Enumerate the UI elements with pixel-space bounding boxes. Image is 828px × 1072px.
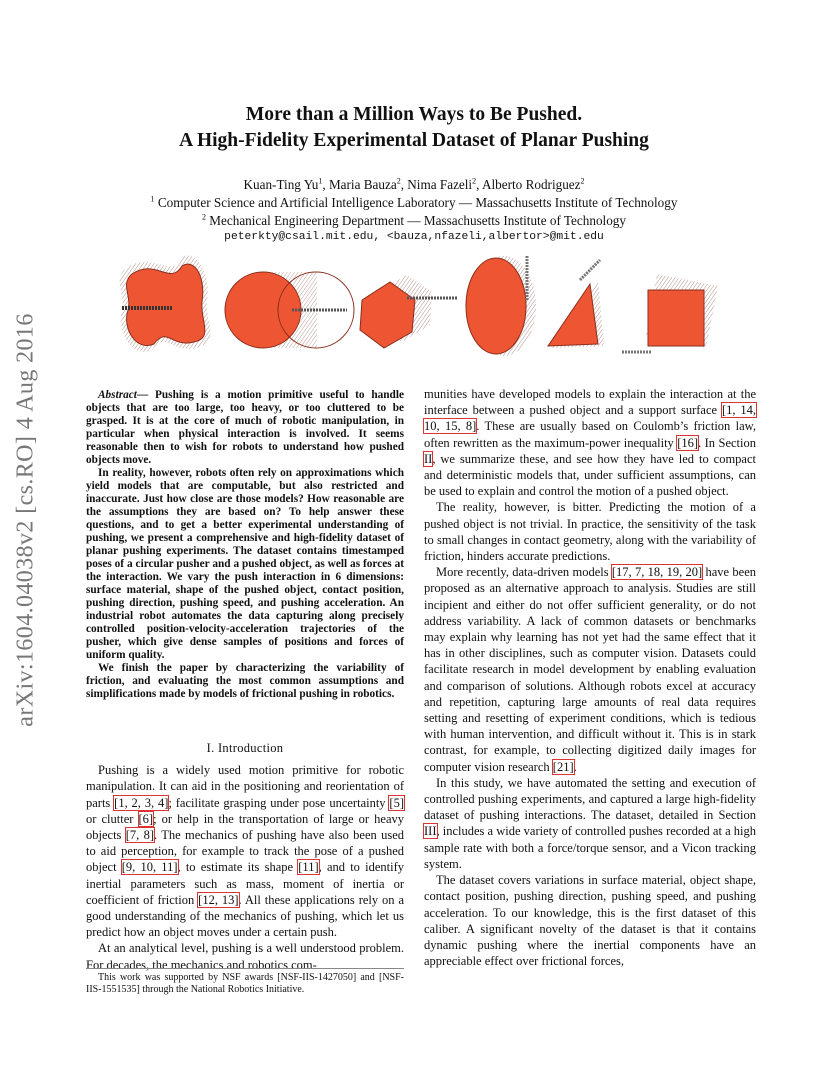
author-name: Kuan-Ting Yu [243,177,319,192]
right-paragraph-4: In this study, we have automated the setting and execution of controlled pushing experiments, and captured a large high-fidelity dataset of pushing interactions. The dataset, detailed in Section III, includes a wide variety of controlled pushes recorded at a high sample rate with both a force/torque sensor, and a Vicon tracking system. [424,775,756,871]
intro-paragraph-2: At an analytical level, pushing is a well understood problem. For decades, the mechanics and robotics com- [86,941,404,972]
author-affil-mark: 1 [318,176,323,186]
abstract-label: Abstract [98,389,137,401]
arxiv-side-stamp [4,280,48,760]
affiliation-text: Computer Science and Artificial Intelligence Laboratory — Massachusetts Institute of Technology [157,195,678,210]
section-reference-link[interactable]: II [424,451,433,466]
citation-link[interactable]: [1, 14, 10, 15, 8] [424,403,756,434]
author-affil-mark: 2 [396,176,401,186]
citation-link[interactable]: [11] [298,860,319,875]
author-affil-mark: 2 [472,176,477,186]
author-emails: peterkty@csail.mit.edu, <bauza,nfazeli,albertor>@mit.edu [224,231,604,243]
author-name: Nima Fazeli [407,177,473,192]
right-paragraph-2: The reality, however, is bitter. Predicting the motion of a pushed object is not trivial. In practice, the sensitivity of the task to small changes in contact geometry, along with the variability of friction, hinders accurate predictions. [424,500,756,564]
square-shape-object [622,274,718,352]
citation-link[interactable]: [9, 10, 11] [121,860,178,875]
footnote-rule [86,968,404,969]
author-list: Kuan-Ting Yu$^1$, Maria Bauza$^2$, Nima Fazeli$^2$, Alberto Rodriguez$^2$ [243,176,585,192]
right-paragraph-1: munities have developed models to explain the interaction at the interface between a pushed object and a support surface [1, 14, 10, 15, 8]. These are usually based on Coulomb’s friction law, often rewritten as the maximum-power inequality [16]. In Section II, we summarize these, and see how they have led to compact and deterministic models that, under sufficient assumptions, can be used to explain and control the motion of a pushed object. [424,387,756,499]
affiliation-1 [0,194,828,211]
author-name: Maria Bauza [328,177,397,192]
hexagon-shape-object [360,275,457,348]
arxiv-identifier: arXiv:1604.04038v2 [cs.RO] 4 Aug 2016 [12,313,39,727]
citation-link[interactable]: [7, 8] [125,828,155,843]
citation-link[interactable]: [1, 2, 3, 4] [114,795,169,810]
author-name: Alberto Rodriguez [481,177,581,192]
introduction-section [86,726,404,973]
abstract-paragraph-1 [86,389,404,467]
triangle-shape-object [548,260,604,348]
abstract-paragraph-2: In reality, however, robots often rely on approximations which yield models that are computable, but also restricted and inaccurate. Just how close are those models? How reasonable are the assumptions they are based on? To help answer these questions, and to get a better experimental understanding of pushing, we present a comprehensive and high-fidelity dataset of planar pushing experiments. The dataset contains timestamped poses of a circular pusher and a pushed object, as well as forces at the interaction. We vary the push interaction in 6 dimensions: surface material, shape of the pushed object, contact position, pushing direction, pushing speed, and pushing acceleration. An industrial robot automates the data capturing along precisely controlled position-velocity-acceleration trajectories of the pusher, which give dense samples of positions and forces of uniform quality. [86,467,404,661]
citation-link[interactable]: [17, 7, 18, 19, 20] [611,565,703,580]
affiliation-text: Mechanical Engineering Department — Massachusetts Institute of Technology [209,213,626,228]
author-affil-mark: 2 [580,176,585,186]
right-column [424,386,756,969]
citation-link[interactable]: [5] [389,795,404,810]
butterfly-shape-object [120,256,211,352]
citation-link[interactable]: [21] [552,759,574,774]
section-reference-link[interactable]: III [424,824,437,839]
affiliation-mark: 2 [202,212,206,222]
affiliation-2 [0,212,828,229]
paper-title-line-2: A High-Fidelity Experimental Dataset of Planar Pushing [179,130,649,151]
citation-link[interactable]: [12, 13] [198,892,239,907]
footnote: This work was supported by NSF awards [NSF-IIS-1427050] and [NSF-IIS-1551535] through the National Robotics Initiative. [86,972,404,995]
ellipse-shape-object [466,256,536,356]
intro-paragraph-1: Pushing is a widely used motion primitive for robotic manipulation. It can aid in the positioning and reorientation of parts [1, 2, 3, 4]; facilitate grasping under pose uncertainty [5] or clutter [6]; or help in the transportation of large or heavy objects [7, 8]. The mechanics of pushing have also been used to aid perception, for example to track the pose of a pushed object [9, 10, 11], to estimate its shape [11], and to identify inertial parameters such as mass, moment of inertia or coefficient of friction [12, 13]. All these applications rely on a good understanding of the mechanics of pushing, which let us predict how an object moves under a certain push. [86,763,405,940]
right-paragraph-3: More recently, data-driven models [17, 7, 18, 19, 20] have been proposed as an alternative approach to analysis. Studies are still incipient and either do not offer sufficient generality, or do not address variability. A lack of common datasets or benchmarks may explain why learning has not yet had the same effect that it has in other disciplines, such as computer vision. Datasets could facilitate research in model development by enabling evaluation and comparison of solutions. Although robots excel at accuracy and repetition, capturing large amounts of real data requires setting and resetting of experiment conditions, which is tedious with human intervention, and difficult without it. This is in stark contrast, for example, to collecting digitized daily images for computer vision research [21]. [424,565,756,774]
paper-title-line-1: More than a Million Ways to Be Pushed. [245,104,583,125]
abstract [86,389,404,701]
citation-link[interactable]: [16] [677,435,699,450]
section-heading-introduction: I. Introduction [206,741,284,755]
circle-shape-object [225,272,354,348]
abstract-paragraph-3: We finish the paper by characterizing the variability of friction, and evaluating the most common assumptions and simplifications made by models of frictional pushing in robotics. [86,662,404,700]
figure-svg [112,250,732,362]
right-paragraph-5: The dataset covers variations in surface material, object shape, contact position, pushing direction, pushing speed, and pushing acceleration. To our knowledge, this is the first dataset of this caliber. A significant novelty of the dataset is that it contains dynamic pushing where the inertial components have an appreciable effect over frictional forces, [424,873,756,969]
pushed-object-shapes-illustration [112,250,732,362]
affiliation-mark: 1 [150,194,155,204]
abstract-text: — Pushing is a motion primitive useful to handle objects that are too large, too heavy, or too cluttered to be grasped. It is at the core of much of robotic manipulation, in particular when physical interaction is involved. It seems reasonable then to wish for robots to understand how pushed objects move. [86,389,404,466]
citation-link[interactable]: [6] [138,811,154,826]
